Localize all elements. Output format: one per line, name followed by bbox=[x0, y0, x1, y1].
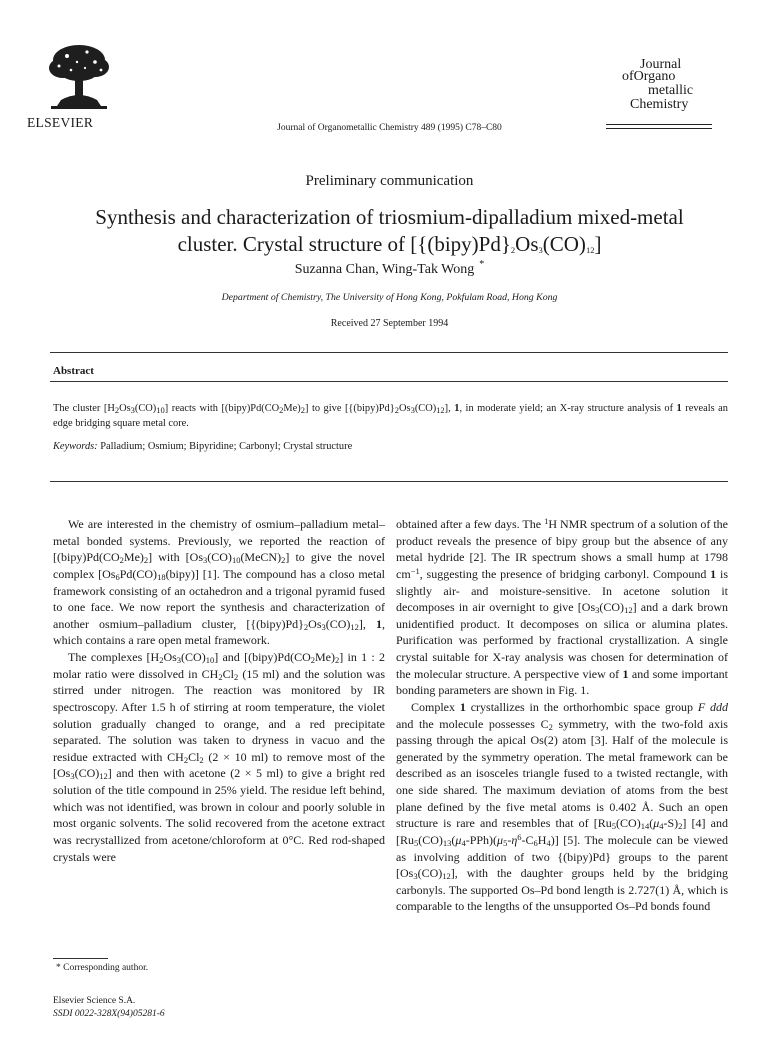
keywords-label: Keywords: bbox=[53, 441, 98, 452]
publisher-line: Elsevier Science S.A. bbox=[53, 996, 136, 1006]
body-paragraph: The complexes $[H_2Os_3(CO)_{10}]$ and $[(bipy)Pd(CO_2Me)_2]$ in 1 : 2 molar ratio were dissolved in $CH_2Cl_2$ (15 ml) and the solution was stirred under nitrogen. The reaction was monitored by IR spectroscopy. After 1.5 h of stirring at room temperature, the violet solution gradually changed to orange, and a red precipitate separated. The solution was taken to dryness in vacuo and the residue extracted with $CH_2Cl_2$ (2 × 10 ml) to remove most of the $[Os_3(CO)_{12}]$ and then with acetone (2 × 5 ml) to give a bright red solution of the title compound in 25% yield. The residue left behind, which was not identified, was brown in colour and poorly soluble in most organic solvents. The solid recovered from the acetone extract was recrystallized from acetone/chloroform at 0°C. Red rod-shaped crystals were bbox=[53, 650, 386, 864]
article-title bbox=[0, 204, 779, 258]
footnote-rule bbox=[53, 958, 108, 959]
affiliation: Department of Chemistry, The University of Hong Kong, Pokfulam Road, Hong Kong bbox=[221, 292, 558, 303]
section-label: Preliminary communication bbox=[305, 173, 474, 189]
corresponding-mark: * bbox=[479, 259, 485, 270]
journal-logo-line-3: metallic bbox=[648, 83, 694, 98]
journal-logo-rule bbox=[606, 124, 712, 125]
elsevier-tree-logo bbox=[43, 40, 115, 112]
publisher-name: ELSEVIER bbox=[27, 115, 94, 130]
ssdi-line: SSDI 0022-328X(94)05281-6 bbox=[53, 1009, 165, 1019]
authors: Suzanna Chan, Wing-Tak Wong bbox=[294, 262, 475, 277]
journal-logo-line-2: ofOrgano bbox=[622, 69, 676, 84]
keywords-text: Palladium; Osmium; Bipyridine; Carbonyl; Crystal structure bbox=[100, 441, 353, 452]
abstract-text: The cluster $[H_2Os_3(CO)_{10}]$ reacts with $[(bipy)Pd(CO_2Me)_2]$ to give $[\{(bipy)Pd\}_2Os_3(CO)_{12}]$, 1, in moderate yield; an X-ray structure analysis of 1 reveals an edge bridging square metal core. bbox=[53, 403, 728, 429]
journal-citation: Journal of Organometallic Chemistry 489 (1995) C78–C80 bbox=[277, 123, 502, 133]
keywords bbox=[53, 441, 352, 452]
received-date: Received 27 September 1994 bbox=[330, 318, 449, 329]
journal-logo bbox=[604, 56, 712, 118]
body-paragraph: obtained after a few days. The $^1$H NMR spectrum of a solution of the product reveals the presence of bipy group but the absence of any metal hydride [2]. The IR spectrum shows a small hump at 1798 $cm^{-1}$, suggesting the presence of bridging carbonyl. Compound 1 is slightly air- and moisture-sensitive. In acetone solution it decomposes in air overnight to give $[Os_3(CO)_{12}]$ and a dark brown unidentified product. It decomposes on silica or alumina plates. Purification was performed by fractional crystallization. A single crystal suitable for X-ray analysis was chosen for determination of the molecular structure. A perspective view of 1 and some important bonding parameters are shown in Fig. 1. bbox=[396, 516, 728, 698]
abstract-heading: Abstract bbox=[53, 365, 94, 377]
title-line-1: Synthesis and characterization of triosmium-dipalladium mixed-metal bbox=[95, 205, 684, 229]
divider bbox=[50, 352, 728, 353]
footnote: * Corresponding author. bbox=[56, 963, 149, 973]
divider bbox=[50, 481, 728, 482]
right-column bbox=[396, 516, 728, 915]
journal-logo-line-4: Chemistry bbox=[630, 97, 689, 112]
divider bbox=[50, 381, 728, 382]
body-paragraph: We are interested in the chemistry of osmium–palladium metal–metal bonded systems. Previously, we reported the reaction of $[(bipy)Pd(CO_2Me)_2]$ with $[Os_3(CO)_{10}(MeCN)_2]$ to give the novel complex $[Os_6Pd(CO)_{18}(bipy)]$ [1]. The compound has a closo metal framework consisting of an octahedron and a trigonal pyramid fused to one face. We now report the synthesis and characterization of another osmium–palladium cluster, $[\{(bipy)Pd\}_2Os_3(CO)_{12}]$, 1, which contains a rare open metal framework. bbox=[53, 517, 386, 648]
publisher-block bbox=[53, 995, 165, 1021]
author-list bbox=[0, 259, 779, 278]
title-line-2: cluster. Crystal structure of $[\{(bipy)Pd\}_2Os_3(CO)_{12}]$ bbox=[177, 232, 602, 256]
journal-logo-line-1: Journal bbox=[640, 57, 682, 72]
journal-logo-rule bbox=[606, 128, 712, 129]
body-paragraph: Complex 1 crystallizes in the orthorhombic space group F ddd and the molecule possesses $C_2$ symmetry, with the two-fold axis passing through the apical Os(2) atom [3]. Half of the molecule is generated by the symmetry operation. The metal framework can be described as an isosceles triangle fused to a twisted rectangle, with one side shared. The maximum deviation of atoms from the best plane defined by the five metal atoms is 0.402 Å. Such an open structure is rare and resembles that of $[Ru_5(CO)_{14}(\mu_4-S)_2]$ [4] and $[Ru_5(CO)_{13}(\mu_4-PPh)(\mu_5-\eta^6-C_6H_4)]$ [5]. The molecule can be viewed as involving addition of two {(bipy)Pd} groups to the parent $[Os_3(CO)_{12}]$, with the daughter groups held by the bridging carbonyls. The supported Os–Pd bond length is 2.727(1) Å, which is comparable to the lengths of the unsupported Os–Pd bonds found bbox=[396, 699, 729, 914]
left-column bbox=[53, 516, 385, 865]
